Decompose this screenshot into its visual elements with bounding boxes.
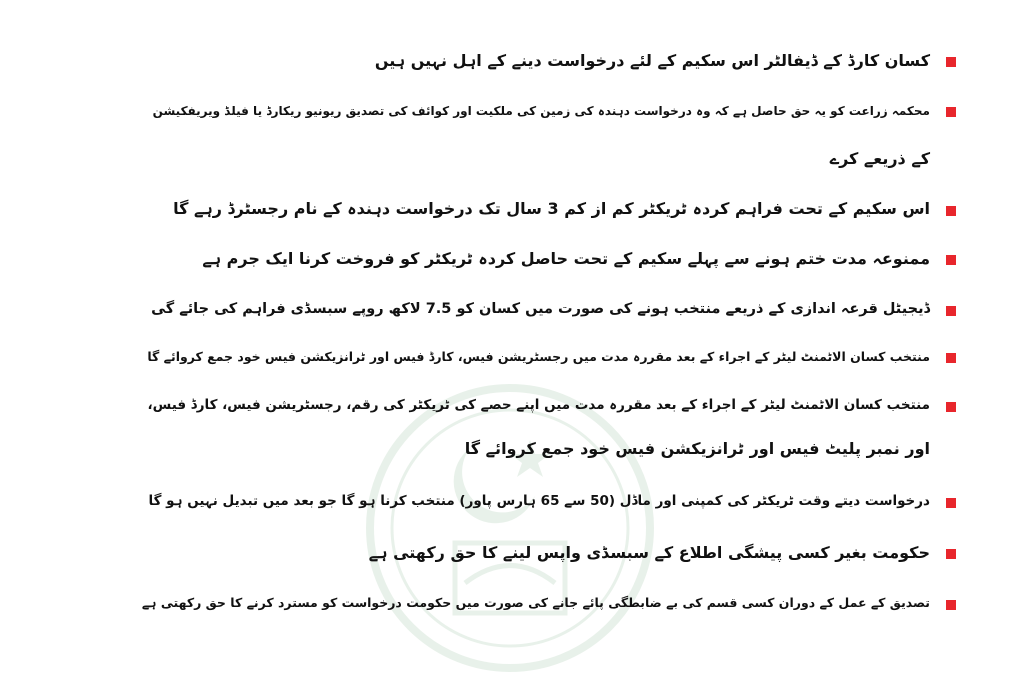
bullet-icon — [946, 255, 956, 265]
bullet-icon — [946, 353, 956, 363]
bullet-icon — [946, 206, 956, 216]
item-text: محکمہ زراعت کو یہ حق حاصل ہے کہ وہ درخواست دہندہ کی زمین کی ملکیت اور کوائف کی تصدیق ریونیو ریکارڈ یا فیلڈ ویریفکیشن — [152, 104, 930, 118]
bullet-icon — [946, 107, 956, 117]
item-text: منتخب کسان الاٹمنٹ لیٹر کے اجراء کے بعد مقررہ مدت میں رجسٹریشن فیس، کارڈ فیس اور ٹرانزیکشن فیس خود جمع کروائے گا — [147, 349, 930, 364]
bullet-icon — [946, 57, 956, 67]
item-text: اور نمبر پلیٹ فیس اور ٹرانزیکشن فیس خود جمع کروائے گا — [464, 439, 930, 458]
item-text: منتخب کسان الاٹمنٹ لیٹر کے اجراء کے بعد مقررہ مدت میں اپنے حصے کی ٹریکٹر کی رقم، رجسٹریشن فیس، کارڈ فیس، — [147, 397, 930, 413]
item-text: کے ذریعے کرے — [829, 149, 930, 168]
bullet-icon — [946, 402, 956, 412]
item-text: اس سکیم کے تحت فراہم کردہ ٹریکٹر کم از کم 3 سال تک درخواست دہندہ کے نام رجسٹرڈ رہے گا — [173, 199, 930, 218]
item-text: کسان کارڈ کے ڈیفالٹر اس سکیم کے لئے درخواست دینے کے اہل نہیں ہیں — [374, 51, 930, 70]
item-text: ڈیجیٹل قرعہ اندازی کے ذریعے منتخب ہونے کی صورت میں کسان کو 7.5 لاکھ روپے سبسڈی فراہم کی جائے گی — [151, 301, 930, 317]
bullet-icon — [946, 498, 956, 508]
bullet-icon — [946, 600, 956, 610]
bullet-icon — [946, 306, 956, 316]
item-text: تصدیق کے عمل کے دوران کسی قسم کی بے ضابطگی پائے جانے کی صورت میں حکومت درخواست کو مسترد کرنے کا حق رکھتی ہے — [141, 595, 930, 610]
item-text: درخواست دیتے وقت ٹریکٹر کی کمپنی اور ماڈل (50 سے 65 ہارس پاور) منتخب کرنا ہو گا جو بعد میں تبدیل نہیں ہو گا — [148, 493, 930, 509]
bullet-icon — [946, 549, 956, 559]
item-text: ممنوعہ مدت ختم ہونے سے پہلے سکیم کے تحت حاصل کردہ ٹریکٹر کو فروخت کرنا ایک جرم ہے — [202, 249, 930, 268]
item-text: حکومت بغیر کسی پیشگی اطلاع کے سبسڈی واپس لینے کا حق رکھتی ہے — [368, 543, 930, 562]
